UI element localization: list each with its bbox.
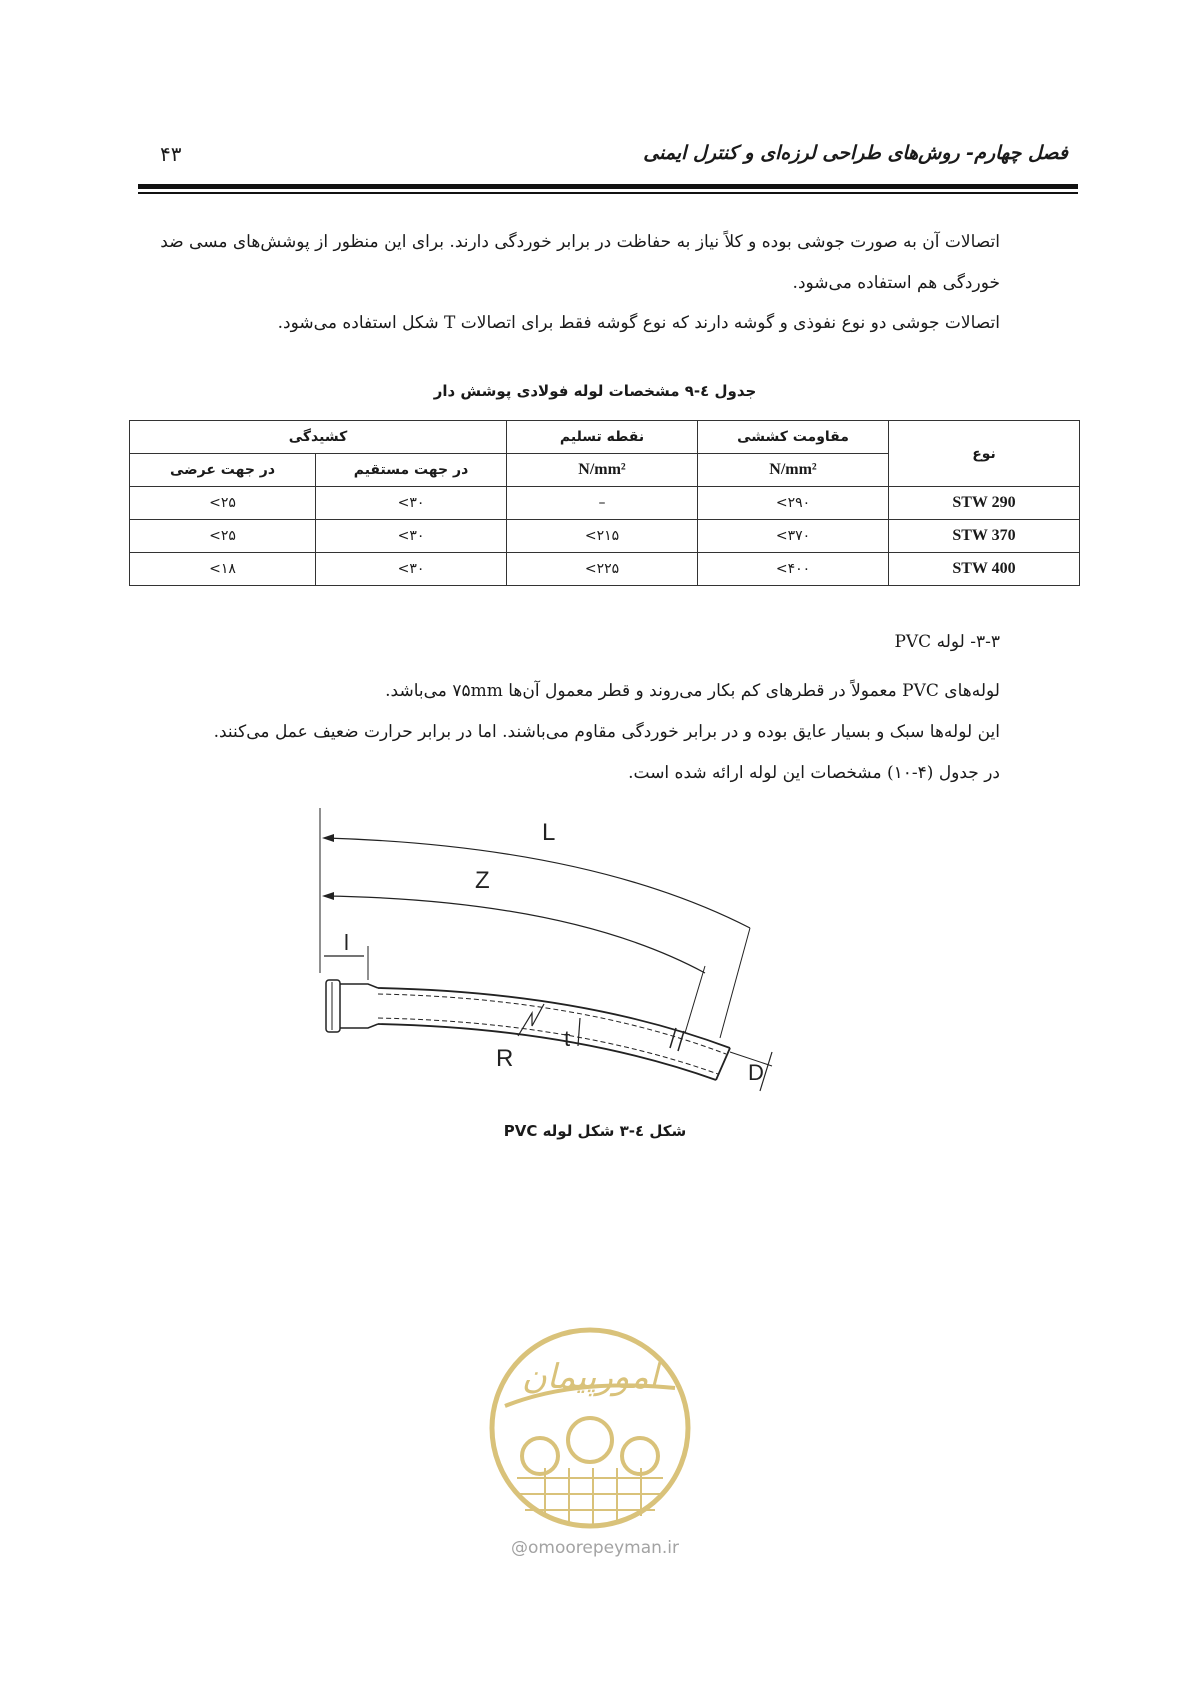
header-tensile-unit: N/mm² bbox=[698, 454, 889, 487]
cell-type: STW 400 bbox=[889, 553, 1080, 586]
section-paragraph-2: این لوله‌ها سبک و بسیار عایق بوده و در برابر خوردگی مقاوم می‌باشند. اما در برابر حرارت ضعیف عمل می‌کنند. bbox=[213, 722, 1000, 742]
table-row bbox=[130, 553, 1080, 586]
cell-transverse: ۲۵> bbox=[130, 520, 316, 553]
dimension-line-t bbox=[578, 1018, 580, 1046]
header-tensile: مقاومت کششی bbox=[698, 421, 889, 454]
break-mark-2 bbox=[678, 1031, 684, 1051]
cell-longitudinal: ۳۰> bbox=[316, 553, 507, 586]
body-paragraph-2: خوردگی هم استفاده می‌شود. bbox=[792, 273, 1000, 293]
figure-caption: شکل ٤-٣ شکل لوله PVC bbox=[503, 1122, 687, 1140]
header-rule-thin bbox=[138, 192, 1078, 194]
extension-line-L-right bbox=[720, 928, 750, 1038]
table-row bbox=[130, 520, 1080, 553]
dimension-line-Z bbox=[326, 896, 705, 973]
cell-transverse: ۱۸> bbox=[130, 553, 316, 586]
steel-pipe-spec-table bbox=[129, 420, 1080, 586]
watermark-url: @omoorepeyman.ir bbox=[510, 1538, 680, 1558]
cell-type: STW 370 bbox=[889, 520, 1080, 553]
header-yield-unit: N/mm² bbox=[507, 454, 698, 487]
gear-icon-center bbox=[568, 1418, 612, 1462]
table-row bbox=[130, 487, 1080, 520]
running-title: فصل چهارم- روش‌های طراحی لرزه‌ای و کنترل ایمنی bbox=[643, 142, 1068, 164]
header-transverse: در جهت عرضی bbox=[130, 454, 316, 487]
table-caption: جدول ٤-٩ مشخصات لوله فولادی پوشش دار bbox=[433, 382, 757, 400]
section-paragraph-3: در جدول (۴-۱۰) مشخصات این لوله ارائه شده است. bbox=[628, 763, 1000, 783]
cell-tensile: ۲۹۰> bbox=[698, 487, 889, 520]
header-longitudinal: در جهت مستقیم bbox=[316, 454, 507, 487]
break-mark-1 bbox=[670, 1028, 676, 1048]
cell-tensile: ۴۰۰> bbox=[698, 553, 889, 586]
arrow-L-left bbox=[322, 834, 334, 842]
arrow-Z-left bbox=[322, 892, 334, 900]
label-L: L bbox=[542, 819, 556, 846]
cell-tensile: ۳۷۰> bbox=[698, 520, 889, 553]
header-type: نوع bbox=[889, 421, 1080, 487]
label-t: t bbox=[564, 1026, 571, 1051]
label-D: D bbox=[748, 1060, 764, 1085]
page-number: ۴۳ bbox=[160, 142, 182, 166]
body-paragraph-3: اتصالات جوشی دو نوع نفوذی و گوشه دارند که نوع گوشه فقط برای اتصالات T شکل استفاده می‌شود. bbox=[277, 313, 1000, 333]
socket-top-edge bbox=[340, 984, 378, 988]
label-R: R bbox=[496, 1045, 514, 1072]
extension-line-Z-right bbox=[685, 966, 705, 1033]
pipe-end bbox=[716, 1048, 730, 1080]
cell-longitudinal: ۳۰> bbox=[316, 520, 507, 553]
gear-icon-left bbox=[522, 1438, 558, 1474]
cell-yield: ۲۲۵> bbox=[507, 553, 698, 586]
header-yield: نقطه تسلیم bbox=[507, 421, 698, 454]
header-elongation: کشیدگی bbox=[130, 421, 507, 454]
header-rule-thick bbox=[138, 184, 1078, 189]
logo-script: امورپیمان bbox=[521, 1357, 659, 1397]
dimension-line-L bbox=[326, 838, 750, 928]
label-l: l bbox=[344, 930, 349, 955]
section-paragraph-1: لوله‌های PVC معمولاً در قطرهای کم بکار می‌روند و قطر معمول آن‌ها ۷۵mm می‌باشد. bbox=[385, 681, 1000, 701]
watermark-logo bbox=[485, 1318, 695, 1548]
body-paragraph-1: اتصالات آن به صورت جوشی بوده و کلاً نیاز به حفاظت در برابر خوردگی دارند. برای این منظور از پوشش‌های مسی ضد bbox=[160, 232, 1000, 252]
pvc-pipe-figure bbox=[320, 808, 860, 1085]
section-heading: ۳-۳- لوله PVC bbox=[894, 632, 1000, 652]
cell-longitudinal: ۳۰> bbox=[316, 487, 507, 520]
cell-transverse: ۲۵> bbox=[130, 487, 316, 520]
logo-grid bbox=[517, 1468, 663, 1524]
cell-yield: – bbox=[507, 487, 698, 520]
pipe-socket-ring bbox=[326, 980, 340, 1032]
socket-bottom-edge bbox=[340, 1024, 378, 1028]
label-Z: Z bbox=[475, 867, 490, 894]
table-header-row bbox=[130, 421, 1080, 454]
cell-type: STW 290 bbox=[889, 487, 1080, 520]
cell-yield: ۲۱۵> bbox=[507, 520, 698, 553]
